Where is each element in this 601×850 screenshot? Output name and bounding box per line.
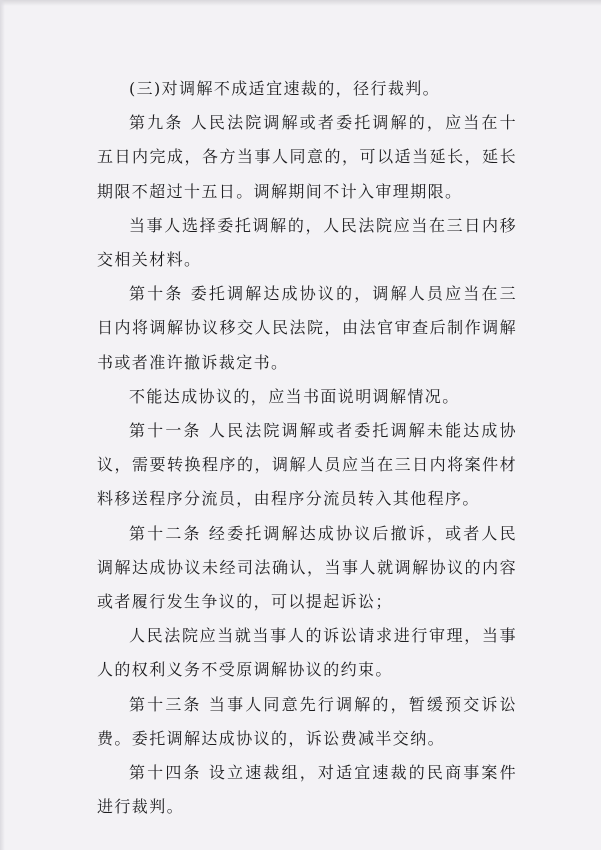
paragraph-3: 不能达成协议的，应当书面说明调解情况。 [129,386,460,406]
paragraph-article-12: 第十二条 经委托调解达成协议后撤诉，或者人民调解达成协议未经司法确认，当事人就调解协议的内容或者履行发生争议的，可以提起诉讼； [97,523,517,612]
paragraph-article-9: 第九条 人民法院调解或者委托调解的，应当在十五日内完成，各方当事人同意的，可以适当延长，延长期限不超过十五日。调解期间不计入审理期限。 [97,113,517,201]
paragraph-1: (三)对调解不成适宜速裁的，径行裁判。 [129,79,441,98]
scan-edge-top [0,0,601,6]
paragraph-4: 人民法院应当就当事人的诉讼请求进行审理，当事人的权利义务不受原调解协议的约束。 [97,626,517,680]
paragraph-article-13: 第十三条 当事人同意先行调解的，暂缓预交诉讼费。委托调解达成协议的，诉讼费减半交纳。 [97,694,517,748]
scan-edge-left [0,0,5,850]
document-body [97,72,517,824]
paragraph-2: 当事人选择委托调解的，人民法院应当在三日内移交相关材料。 [97,215,517,270]
paragraph-article-11: 第十一条 人民法院调解或者委托调解未能达成协议，需要转换程序的，调解人员应当在三日内将案件材料移送程序分流员，由程序分流员转入其他程序。 [97,421,517,509]
paragraph-article-14: 第十四条 设立速裁组，对适宜速裁的民商事案件进行裁判。 [97,763,517,817]
paragraph-article-10: 第十条 委托调解达成协议的，调解人员应当在三日内将调解协议移交人民法院，由法官审查后制作调解书或者准许撤诉裁定书。 [97,284,517,372]
